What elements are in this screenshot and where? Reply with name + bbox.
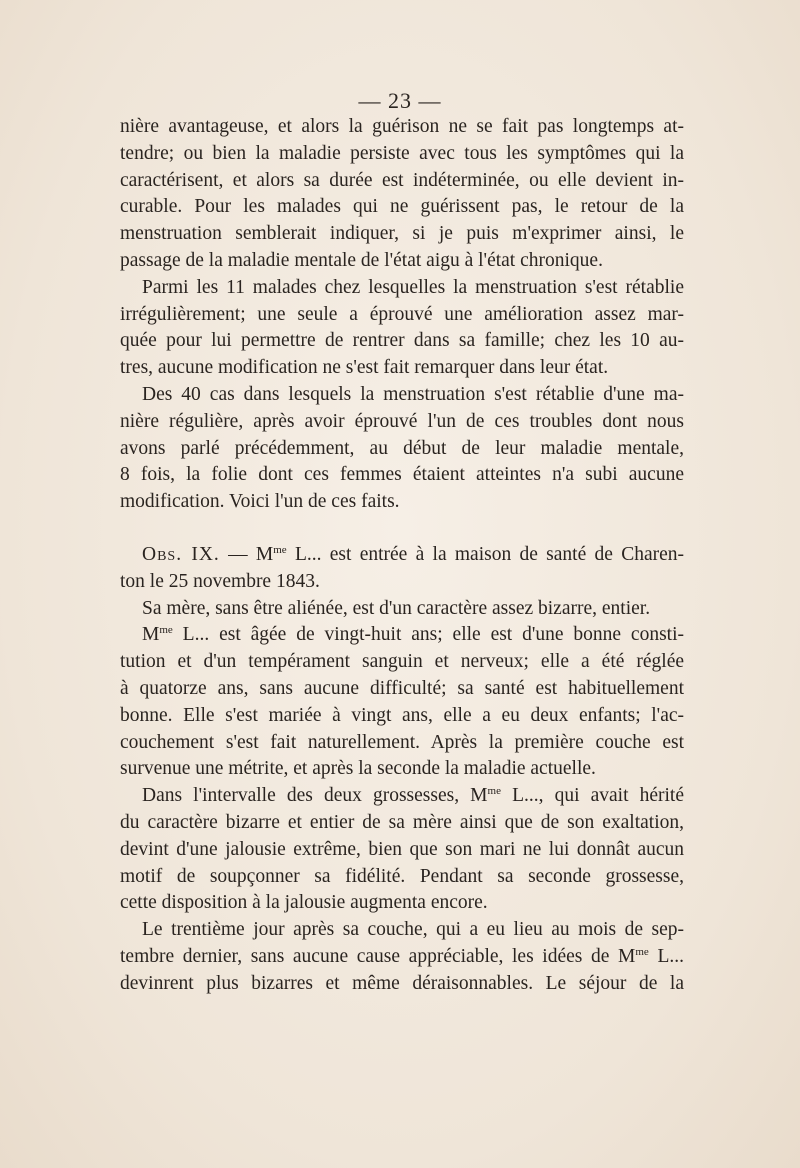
observation-label: Obs. IX. [142, 543, 220, 565]
title-abbrev: M [142, 624, 160, 646]
text-line: curable. Pour les malades qui ne guérissent pas, le retour de la [120, 196, 684, 218]
text-line: du caractère bizarre et entier de sa mère ainsi que de son exaltation, [120, 811, 684, 833]
text-line: devinrent plus bizarres et même déraisonnables. Le séjour de la [120, 972, 684, 994]
title-sup: me [159, 624, 173, 637]
text-line: Sa mère, sans être aliénée, est d'un caractère assez bizarre, entier. [142, 597, 651, 619]
text-line: survenue une métrite, et après la seconde la maladie actuelle. [120, 758, 596, 780]
body-text [120, 114, 684, 998]
text-line: modification. Voici l'un de ces faits. [120, 491, 400, 513]
text-line: 8 fois, la folie dont ces femmes étaient atteintes n'a subi aucune [120, 464, 684, 486]
text-line: couchement s'est fait naturellement. Après la première couche est [120, 731, 684, 753]
text-segment: L... [648, 945, 684, 967]
text-line: devint d'une jalousie extrême, bien que son mari ne lui donnât aucun [120, 838, 684, 860]
text-segment: L..., qui avait hérité [500, 785, 684, 807]
text-line: avons parlé précédemment, au début de leur maladie mentale, [120, 437, 684, 459]
text-line: tution et d'un tempérament sanguin et nerveux; elle a été réglée [120, 651, 684, 673]
text-line: nière avantageuse, et alors la guérison ne se fait pas longtemps at- [120, 116, 684, 137]
text-line: caractérisent, et alors sa durée est indéterminée, ou elle devient in- [120, 169, 684, 191]
text-line [120, 622, 684, 649]
text-line: motif de soupçonner sa fidélité. Pendant sa seconde grossesse, [120, 865, 684, 887]
observation-text: L... est entrée à la maison de santé de Charen- [286, 543, 684, 565]
text-line: Des 40 cas dans lesquels la menstruation s'est rétablie d'une ma- [142, 383, 684, 405]
page-number: — 23 — [358, 88, 442, 113]
observation-heading [120, 542, 684, 569]
text-line: ton le 25 novembre 1843. [120, 570, 320, 592]
text-line: irrégulièrement; une seule a éprouvé une amélioration assez mar- [120, 303, 684, 325]
title-sup: me [487, 785, 501, 798]
text-line: tendre; ou bien la maladie persiste avec tous les symptômes qui la [120, 142, 684, 164]
text-line: Le trentième jour après sa couche, qui a eu lieu au mois de sep- [142, 919, 684, 941]
text-line: à quatorze ans, sans aucune difficulté; sa santé est habituellement [120, 677, 684, 699]
text-line [120, 944, 684, 971]
text-line: passage de la maladie mentale de l'état aigu à l'état chronique. [120, 249, 603, 271]
text-segment: tembre dernier, sans aucune cause appréciable, les idées de M [120, 945, 636, 967]
observation-dash: — [228, 543, 248, 565]
text-line: menstruation semblerait indiquer, si je puis m'exprimer ainsi, le [120, 223, 684, 245]
text-line [120, 783, 684, 810]
title-sup: me [635, 945, 649, 958]
text-line: Parmi les 11 malades chez lesquelles la menstruation s'est rétablie [142, 276, 684, 298]
title-abbrev: M [255, 543, 274, 565]
title-sup: me [273, 543, 287, 556]
text-line: tres, aucune modification ne s'est fait remarquer dans leur état. [120, 357, 609, 379]
text-line: bonne. Elle s'est mariée à vingt ans, elle a eu deux enfants; l'ac- [120, 704, 684, 726]
text-segment: L... est âgée de vingt-huit ans; elle est d'une bonne consti- [172, 624, 684, 646]
text-line: nière régulière, après avoir éprouvé l'un de ces troubles dont nous [120, 410, 684, 432]
text-line: quée pour lui permettre de rentrer dans sa famille; chez les 10 au- [120, 330, 684, 352]
text-line: cette disposition à la jalousie augmenta encore. [120, 892, 488, 914]
text-segment: Dans l'intervalle des deux grossesses, M [142, 785, 488, 807]
